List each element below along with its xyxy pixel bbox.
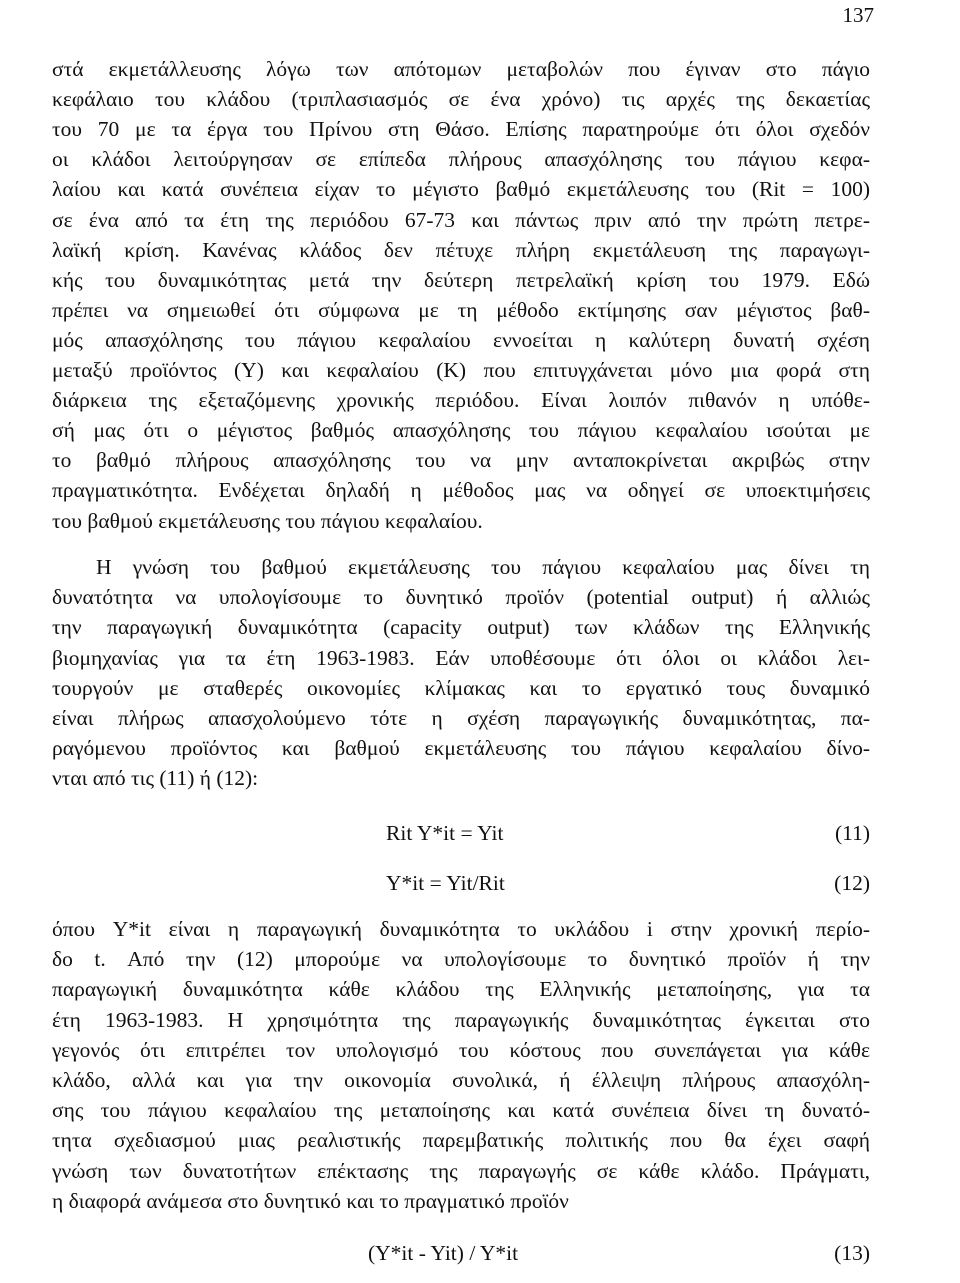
text-line: κής του δυναμικότητας μετά την δεύτερη πετρελαϊκή κρίση του 1979. Εδώ — [52, 267, 870, 292]
text-line: πραγματικότητα. Ενδέχεται δηλαδή η μέθοδος μας να οδηγεί σε υποεκτιμήσεις — [52, 478, 870, 503]
text-line: νται από τις (11) ή (12): — [52, 766, 259, 791]
text-line: πρέπει να σημειωθεί ότι σύμφωνα με τη μέθοδο εκτίμησης σαν μέγιστος βαθ- — [52, 297, 870, 322]
text-line: σε ένα από τα έτη της περιόδου 67-73 και πάντως πριν από την πρώτη πετρε- — [52, 207, 870, 232]
text-line: στά εκμετάλλευσης λόγω των απότομων μεταβολών που έγιναν στο πάγιο — [52, 57, 870, 81]
text-line: παραγωγική δυναμικότητα κάθε κλάδου της Ελληνικής μεταποίησης, για τα — [52, 977, 870, 1002]
text-line: δο t. Από την (12) μπορούμε να υπολογίσουμε το δυνητικό προϊόν ή την — [52, 947, 870, 972]
text-line: μεταξύ προϊόντος (Υ) και κεφαλαίου (Κ) που επιτυγχάνεται μόνο μια φορά στη — [52, 358, 870, 382]
text-line: όπου Y*it είναι η παραγωγική δυναμικότητα το υκλάδου i στην χρονική περίο- — [52, 917, 870, 941]
text-line: η διαφορά ανάμεσα στο δυνητικό και το πραγματικό προϊόν — [52, 1188, 569, 1213]
equation-12: Y*it = Yit/Rit — [386, 871, 505, 895]
text-line: ραγόμενου προϊόντος και βαθμού εκμετάλευσης του πάγιου κεφαλαίου δίνο- — [52, 736, 870, 761]
text-line: το βαθμό πλήρους απασχόλησης του να μην ανταποκρίνεται ακριβώς στην — [52, 448, 870, 473]
page-number: 137 — [842, 3, 874, 27]
text-line: κλάδο, αλλά και για την οικονομία συνολικά, ή έλλειψη πλήρους απασχόλη- — [52, 1068, 870, 1092]
equation-13-number: (13) — [834, 1241, 870, 1265]
text-line: δυνατότητα να υπολογίσουμε το δυνητικό προϊόν (potential output) ή αλλιώς — [52, 585, 870, 610]
text-line: λαϊκή κρίση. Κανένας κλάδος δεν πέτυχε πλήρη εκμετάλευση της παραγωγι- — [52, 237, 870, 262]
equation-11-number: (11) — [834, 821, 870, 845]
text-line: κεφάλαιο του κλάδου (τριπλασιασμός σε ένα χρόνο) τις αρχές της δεκαετίας — [52, 87, 870, 112]
text-line: σης του πάγιου κεφαλαίου της μεταποίησης και κατά συνέπεια δίνει τη δυνατό- — [52, 1098, 870, 1123]
text-line: λαίου και κατά συνέπεια είχαν το μέγιστο βαθμό εκμετάλευσης του (Rit = 100) — [52, 177, 870, 202]
text-line: τητα σχεδιασμού μιας ρεαλιστικής παρεμβατικής πολιτικής που θα έχει σαφή — [52, 1128, 870, 1153]
equation-13: (Y*it - Yit) / Y*it — [368, 1241, 519, 1265]
text-line: οι κλάδοι λειτούργησαν σε επίπεδα πλήρους απασχόλησης του πάγιου κεφα- — [52, 147, 870, 172]
text-line: του 70 με τα έργα του Πρίνου στη Θάσο. Επίσης παρατηρούμε ότι όλοι σχεδόν — [52, 117, 870, 142]
text-line: γνώση των δυνατοτήτων επέκτασης της παραγωγής σε κάθε κλάδο. Πράγματι, — [52, 1158, 870, 1183]
text-line: Η γνώση του βαθμού εκμετάλευσης του πάγιου κεφαλαίου μας δίνει τη — [96, 555, 870, 579]
text-line: έτη 1963-1983. Η χρησιμότητα της παραγωγικής δυναμικότητας έγκειται στο — [52, 1007, 870, 1032]
text-line: βιομηχανίας για τα έτη 1963-1983. Εάν υποθέσουμε ότι όλοι οι κλάδοι λει- — [52, 645, 870, 670]
text-line: είναι πλήρως απασχολούμενο τότε η σχέση παραγωγικής δυναμικότητας, πα- — [52, 706, 870, 730]
text-line: γεγονός ότι επιτρέπει τον υπολογισμό του κόστους που συνεπάγεται για κάθε — [52, 1037, 870, 1062]
equation-12-number: (12) — [834, 871, 870, 895]
text-line: διάρκεια της εξεταζόμενης χρονικής περιόδου. Είναι λοιπόν πιθανόν η υπόθε- — [52, 388, 870, 413]
equation-11: Rit Y*it = Yit — [386, 821, 504, 845]
text-line: του βαθμού εκμετάλευσης του πάγιου κεφαλαίου. — [52, 508, 483, 533]
text-line: την παραγωγική δυναμικότητα (capacity output) των κλάδων της Ελληνικής — [52, 615, 870, 640]
text-line: μός απασχόλησης του πάγιου κεφαλαίου εννοείται η καλύτερη δυνατή σχέση — [52, 327, 870, 352]
text-line: τουργούν με σταθερές οικονομίες κλίμακας και το εργατικό τους δυναμικό — [52, 675, 870, 700]
text-line: σή μας ότι ο μέγιστος βαθμός απασχόλησης του πάγιου κεφαλαίου ισούται με — [52, 418, 870, 443]
